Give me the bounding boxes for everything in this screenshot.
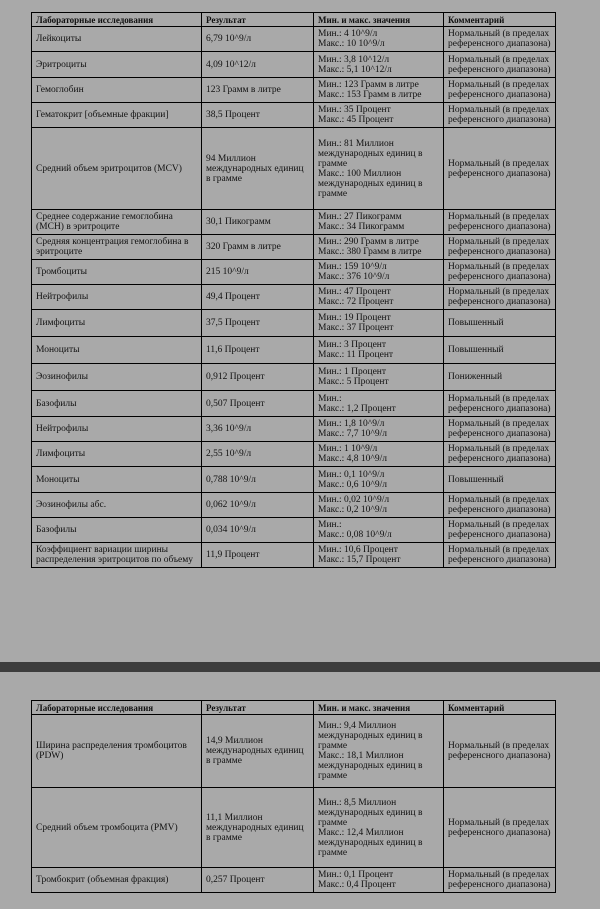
header-result: Результат xyxy=(202,701,314,715)
table-row xyxy=(32,417,556,442)
test-name: Нейтрофилы xyxy=(32,285,202,310)
range-min: Мин.: 1 10^9/л xyxy=(318,444,378,454)
reference-range xyxy=(314,128,444,210)
range-min: Мин.: 1,8 10^9/л xyxy=(318,419,385,429)
comment: Нормальный (в пределах референсного диапазона) xyxy=(444,235,556,260)
range-max: Макс.: 18,1 Миллион международных единиц в грамме xyxy=(318,751,423,781)
reference-range xyxy=(314,788,444,868)
result-value: 0,507 Процент xyxy=(202,391,314,417)
reference-range xyxy=(314,417,444,442)
table-header-row xyxy=(32,13,556,27)
header-range: Мин. и макс. значения xyxy=(314,701,444,715)
range-min: Мин.: 0,1 Процент xyxy=(318,870,394,880)
result-value: 2,55 10^9/л xyxy=(202,442,314,467)
header-test: Лабораторные исследования xyxy=(32,701,202,715)
table-row xyxy=(32,337,556,364)
range-min: Мин.: 19 Процент xyxy=(318,313,391,323)
reference-range xyxy=(314,52,444,78)
range-max: Макс.: 153 Грамм в литре xyxy=(318,90,422,100)
test-name: Эозинофилы xyxy=(32,364,202,391)
header-result: Результат xyxy=(202,13,314,27)
range-max: Макс.: 12,4 Миллион международных единиц в грамме xyxy=(318,827,423,858)
table-row xyxy=(32,493,556,518)
comment: Нормальный (в пределах референсного диапазона) xyxy=(444,128,556,210)
table-row xyxy=(32,518,556,543)
comment: Нормальный (в пределах референсного диапазона) xyxy=(444,210,556,235)
lab-results-body xyxy=(32,27,556,568)
result-value: 94 Миллион международных единиц в грамме xyxy=(202,128,314,210)
range-max: Макс.: 15,7 Процент xyxy=(318,555,401,565)
range-max: Макс.: 5,1 10^12/л xyxy=(318,64,392,75)
range-min: Мин.: 4 10^9/л xyxy=(318,29,378,39)
result-value: 0,912 Процент xyxy=(202,364,314,391)
test-name: Лейкоциты xyxy=(32,27,202,52)
range-min: Мин.: 27 Пикограмм xyxy=(318,212,402,222)
comment: Нормальный (в пределах референсного диапазона) xyxy=(444,442,556,467)
comment: Нормальный (в пределах референсного диапазона) xyxy=(444,78,556,103)
range-min: Мин.: 290 Грамм в литре xyxy=(318,237,419,247)
range-max: Макс.: 7,7 10^9/л xyxy=(318,429,387,439)
range-min: Мин.: 8,5 Миллион международных единиц в грамме xyxy=(318,797,423,828)
test-name: Среднее содержание гемоглобина (MCH) в эритроците xyxy=(32,210,202,235)
result-value: 0,062 10^9/л xyxy=(202,493,314,518)
result-value: 49,4 Процент xyxy=(202,285,314,310)
result-value: 14,9 Миллион международных единиц в грамме xyxy=(202,715,314,788)
result-value: 11,1 Миллион международных единиц в грамме xyxy=(202,788,314,868)
range-max: Макс.: 4,8 10^9/л xyxy=(318,454,387,464)
range-min: Мин.: 10,6 Процент xyxy=(318,545,398,555)
range-min: Мин.: 9,4 Миллион международных единиц в грамме xyxy=(318,721,423,751)
range-min: Мин.: 0,1 10^9/л xyxy=(318,469,385,480)
table-row xyxy=(32,715,556,788)
reference-range xyxy=(314,364,444,391)
test-name: Гемоглобин xyxy=(32,78,202,103)
lab-results-table xyxy=(31,12,556,568)
table-row xyxy=(32,442,556,467)
result-value: 30,1 Пикограмм xyxy=(202,210,314,235)
result-value: 123 Грамм в литре xyxy=(202,78,314,103)
reference-range xyxy=(314,467,444,493)
range-max: Макс.: 0,6 10^9/л xyxy=(318,479,387,490)
table-row xyxy=(32,364,556,391)
range-max: Макс.: 376 10^9/л xyxy=(318,272,390,282)
comment: Нормальный (в пределах референсного диапазона) xyxy=(444,391,556,417)
result-value: 11,6 Процент xyxy=(202,337,314,364)
result-value: 0,788 10^9/л xyxy=(202,467,314,493)
comment: Нормальный (в пределах референсного диапазона) xyxy=(444,27,556,52)
comment: Нормальный (в пределах референсного диапазона) xyxy=(444,285,556,310)
reference-range xyxy=(314,27,444,52)
range-max: Макс.: 0,08 10^9/л xyxy=(318,530,392,540)
reference-range xyxy=(314,103,444,128)
header-comment: Комментарий xyxy=(444,701,556,715)
reference-range xyxy=(314,235,444,260)
test-name: Коэффициент вариации ширины распределения эритроцитов по объему xyxy=(32,543,202,568)
result-value: 11,9 Процент xyxy=(202,543,314,568)
comment: Пониженный xyxy=(444,364,556,391)
reference-range xyxy=(314,78,444,103)
result-value: 37,5 Процент xyxy=(202,310,314,337)
header-comment: Комментарий xyxy=(444,13,556,27)
table-row xyxy=(32,285,556,310)
comment: Нормальный (в пределах референсного диапазона) xyxy=(444,518,556,543)
table-row xyxy=(32,128,556,210)
range-min: Мин.: 35 Процент xyxy=(318,105,391,115)
test-name: Средняя концентрация гемоглобина в эритроците xyxy=(32,235,202,260)
table-row xyxy=(32,391,556,417)
reference-range xyxy=(314,493,444,518)
table-row xyxy=(32,788,556,868)
test-name: Гематокрит [объемные фракции] xyxy=(32,103,202,128)
range-min: Мин.: 47 Процент xyxy=(318,287,391,297)
reference-range xyxy=(314,391,444,417)
range-min: Мин.: 1 Процент xyxy=(318,367,387,377)
range-max: Макс.: 100 Миллион международных единиц в грамме xyxy=(318,168,423,199)
range-min: Мин.: 3 Процент xyxy=(318,340,387,350)
result-value: 4,09 10^12/л xyxy=(202,52,314,78)
comment: Нормальный (в пределах референсного диапазона) xyxy=(444,103,556,128)
table-row xyxy=(32,27,556,52)
table-row xyxy=(32,868,556,893)
reference-range xyxy=(314,210,444,235)
range-max: Макс.: 37 Процент xyxy=(318,323,394,333)
comment: Нормальный (в пределах референсного диапазона) xyxy=(444,868,556,893)
range-min: Мин.: 81 Миллион международных единиц в грамме xyxy=(318,138,423,169)
comment: Нормальный (в пределах референсного диапазона) xyxy=(444,52,556,78)
table-header-row xyxy=(32,701,556,715)
report-page-2 xyxy=(0,672,600,909)
result-value: 3,36 10^9/л xyxy=(202,417,314,442)
test-name: Эозинофилы абс. xyxy=(32,493,202,518)
range-max: Макс.: 1,2 Процент xyxy=(318,403,396,414)
test-name: Средний объем эритроцитов (MCV) xyxy=(32,128,202,210)
reference-range xyxy=(314,518,444,543)
reference-range xyxy=(314,715,444,788)
lab-results-body xyxy=(32,715,556,893)
result-value: 6,79 10^9/л xyxy=(202,27,314,52)
table-row xyxy=(32,310,556,337)
test-name: Базофилы xyxy=(32,391,202,417)
range-min: Мин.: 123 Грамм в литре xyxy=(318,80,419,90)
range-min: Мин.: 0,02 10^9/л xyxy=(318,495,390,505)
comment: Повышенный xyxy=(444,310,556,337)
range-max: Макс.: 45 Процент xyxy=(318,115,394,125)
table-row xyxy=(32,103,556,128)
test-name: Средний объем тромбоцита (PMV) xyxy=(32,788,202,868)
reference-range xyxy=(314,285,444,310)
test-name: Тромбокрит (объемная фракция) xyxy=(32,868,202,893)
table-row xyxy=(32,467,556,493)
comment: Нормальный (в пределах референсного диапазона) xyxy=(444,493,556,518)
test-name: Лимфоциты xyxy=(32,310,202,337)
result-value: 320 Грамм в литре xyxy=(202,235,314,260)
table-row xyxy=(32,260,556,285)
comment: Нормальный (в пределах референсного диапазона) xyxy=(444,788,556,868)
range-max: Макс.: 0,2 10^9/л xyxy=(318,505,387,515)
comment: Повышенный xyxy=(444,467,556,493)
reference-range xyxy=(314,543,444,568)
range-min: Мин.: 3,8 10^12/л xyxy=(318,54,390,65)
result-value: 215 10^9/л xyxy=(202,260,314,285)
header-range: Мин. и макс. значения xyxy=(314,13,444,27)
comment: Нормальный (в пределах референсного диапазона) xyxy=(444,260,556,285)
comment: Нормальный (в пределах референсного диапазона) xyxy=(444,417,556,442)
table-row xyxy=(32,235,556,260)
comment: Повышенный xyxy=(444,337,556,364)
range-max: Макс.: 72 Процент xyxy=(318,297,394,307)
test-name: Моноциты xyxy=(32,337,202,364)
result-value: 0,034 10^9/л xyxy=(202,518,314,543)
test-name: Нейтрофилы xyxy=(32,417,202,442)
table-row xyxy=(32,543,556,568)
range-max: Макс.: 10 10^9/л xyxy=(318,39,385,49)
range-min: Мин.: xyxy=(318,520,342,530)
result-value: 38,5 Процент xyxy=(202,103,314,128)
range-min: Мин.: xyxy=(318,393,342,404)
page-separator xyxy=(0,662,600,672)
test-name: Ширина распределения тромбоцитов (PDW) xyxy=(32,715,202,788)
range-max: Макс.: 5 Процент xyxy=(318,377,389,387)
table-row xyxy=(32,210,556,235)
test-name: Базофилы xyxy=(32,518,202,543)
reference-range xyxy=(314,310,444,337)
reference-range xyxy=(314,442,444,467)
range-max: Макс.: 380 Грамм в литре xyxy=(318,247,422,257)
header-test: Лабораторные исследования xyxy=(32,13,202,27)
reference-range xyxy=(314,260,444,285)
comment: Нормальный (в пределах референсного диапазона) xyxy=(444,715,556,788)
reference-range xyxy=(314,337,444,364)
test-name: Эритроциты xyxy=(32,52,202,78)
comment: Нормальный (в пределах референсного диапазона) xyxy=(444,543,556,568)
range-max: Макс.: 11 Процент xyxy=(318,350,394,360)
table-row xyxy=(32,52,556,78)
range-max: Макс.: 0,4 Процент xyxy=(318,880,396,890)
range-max: Макс.: 34 Пикограмм xyxy=(318,222,405,232)
table-row xyxy=(32,78,556,103)
test-name: Лимфоциты xyxy=(32,442,202,467)
result-value: 0,257 Процент xyxy=(202,868,314,893)
test-name: Тромбоциты xyxy=(32,260,202,285)
test-name: Моноциты xyxy=(32,467,202,493)
lab-results-table-continued xyxy=(31,700,556,893)
range-min: Мин.: 159 10^9/л xyxy=(318,262,387,272)
reference-range xyxy=(314,868,444,893)
